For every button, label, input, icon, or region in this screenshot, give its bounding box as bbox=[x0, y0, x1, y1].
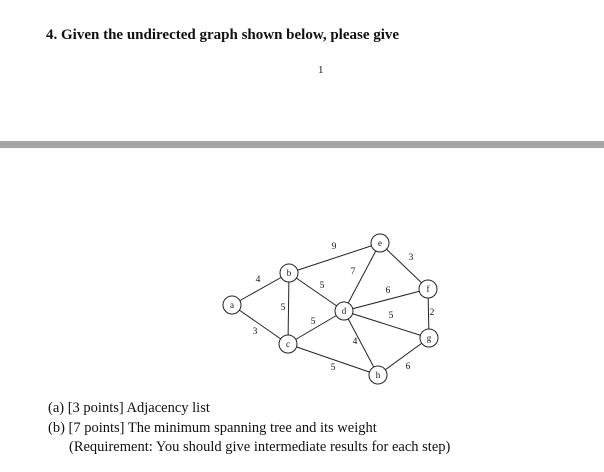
edge-weight-a-c: 3 bbox=[252, 327, 258, 337]
part-a: (a) [3 points] Adjacency list bbox=[48, 400, 210, 416]
edge-b-c bbox=[288, 273, 289, 344]
node-h bbox=[369, 366, 387, 384]
edge-weight-d-e: 7 bbox=[350, 267, 356, 277]
page-number: 1 bbox=[318, 64, 324, 76]
node-label-e: e bbox=[378, 238, 382, 248]
node-label-a: a bbox=[230, 300, 234, 310]
edge-weight-e-f: 3 bbox=[408, 253, 414, 263]
edge-c-d bbox=[288, 311, 344, 344]
edge-weight-a-b: 4 bbox=[255, 275, 261, 285]
node-label-b: b bbox=[286, 268, 292, 278]
part-b-requirement: (Requirement: You should give intermediate results for each step) bbox=[69, 439, 451, 455]
edge-weight-f-g: 2 bbox=[429, 308, 435, 318]
edge-weight-g-h: 6 bbox=[405, 362, 411, 372]
edge-weight-c-h: 5 bbox=[330, 363, 336, 373]
node-label-c: c bbox=[286, 339, 290, 349]
edge-weight-d-g: 5 bbox=[388, 311, 394, 321]
edge-weight-b-e: 9 bbox=[331, 242, 337, 252]
edge-a-c bbox=[232, 305, 288, 344]
node-e bbox=[371, 234, 389, 252]
node-c bbox=[279, 335, 297, 353]
edge-e-f bbox=[380, 243, 428, 289]
edge-a-b bbox=[232, 273, 289, 305]
edge-weight-b-c: 5 bbox=[280, 303, 286, 313]
node-a bbox=[223, 296, 241, 314]
edge-weight-d-h: 4 bbox=[352, 337, 358, 347]
question-title: 4. Given the undirected graph shown below, please give bbox=[46, 27, 400, 43]
node-label-g: g bbox=[426, 333, 432, 343]
edge-weight-d-f: 6 bbox=[385, 286, 391, 296]
node-label-d: d bbox=[341, 306, 347, 316]
part-b: (b) [7 points] The minimum spanning tree and its weight bbox=[48, 419, 377, 436]
node-f bbox=[419, 280, 437, 298]
node-b bbox=[280, 264, 298, 282]
node-label-f: f bbox=[426, 284, 430, 294]
node-g bbox=[420, 329, 438, 347]
edge-weight-b-d: 5 bbox=[319, 281, 325, 291]
edge-weight-c-d: 5 bbox=[310, 317, 316, 327]
edge-b-d bbox=[289, 273, 344, 311]
node-d bbox=[335, 302, 353, 320]
node-label-h: h bbox=[375, 370, 381, 380]
question-parts bbox=[48, 399, 450, 458]
